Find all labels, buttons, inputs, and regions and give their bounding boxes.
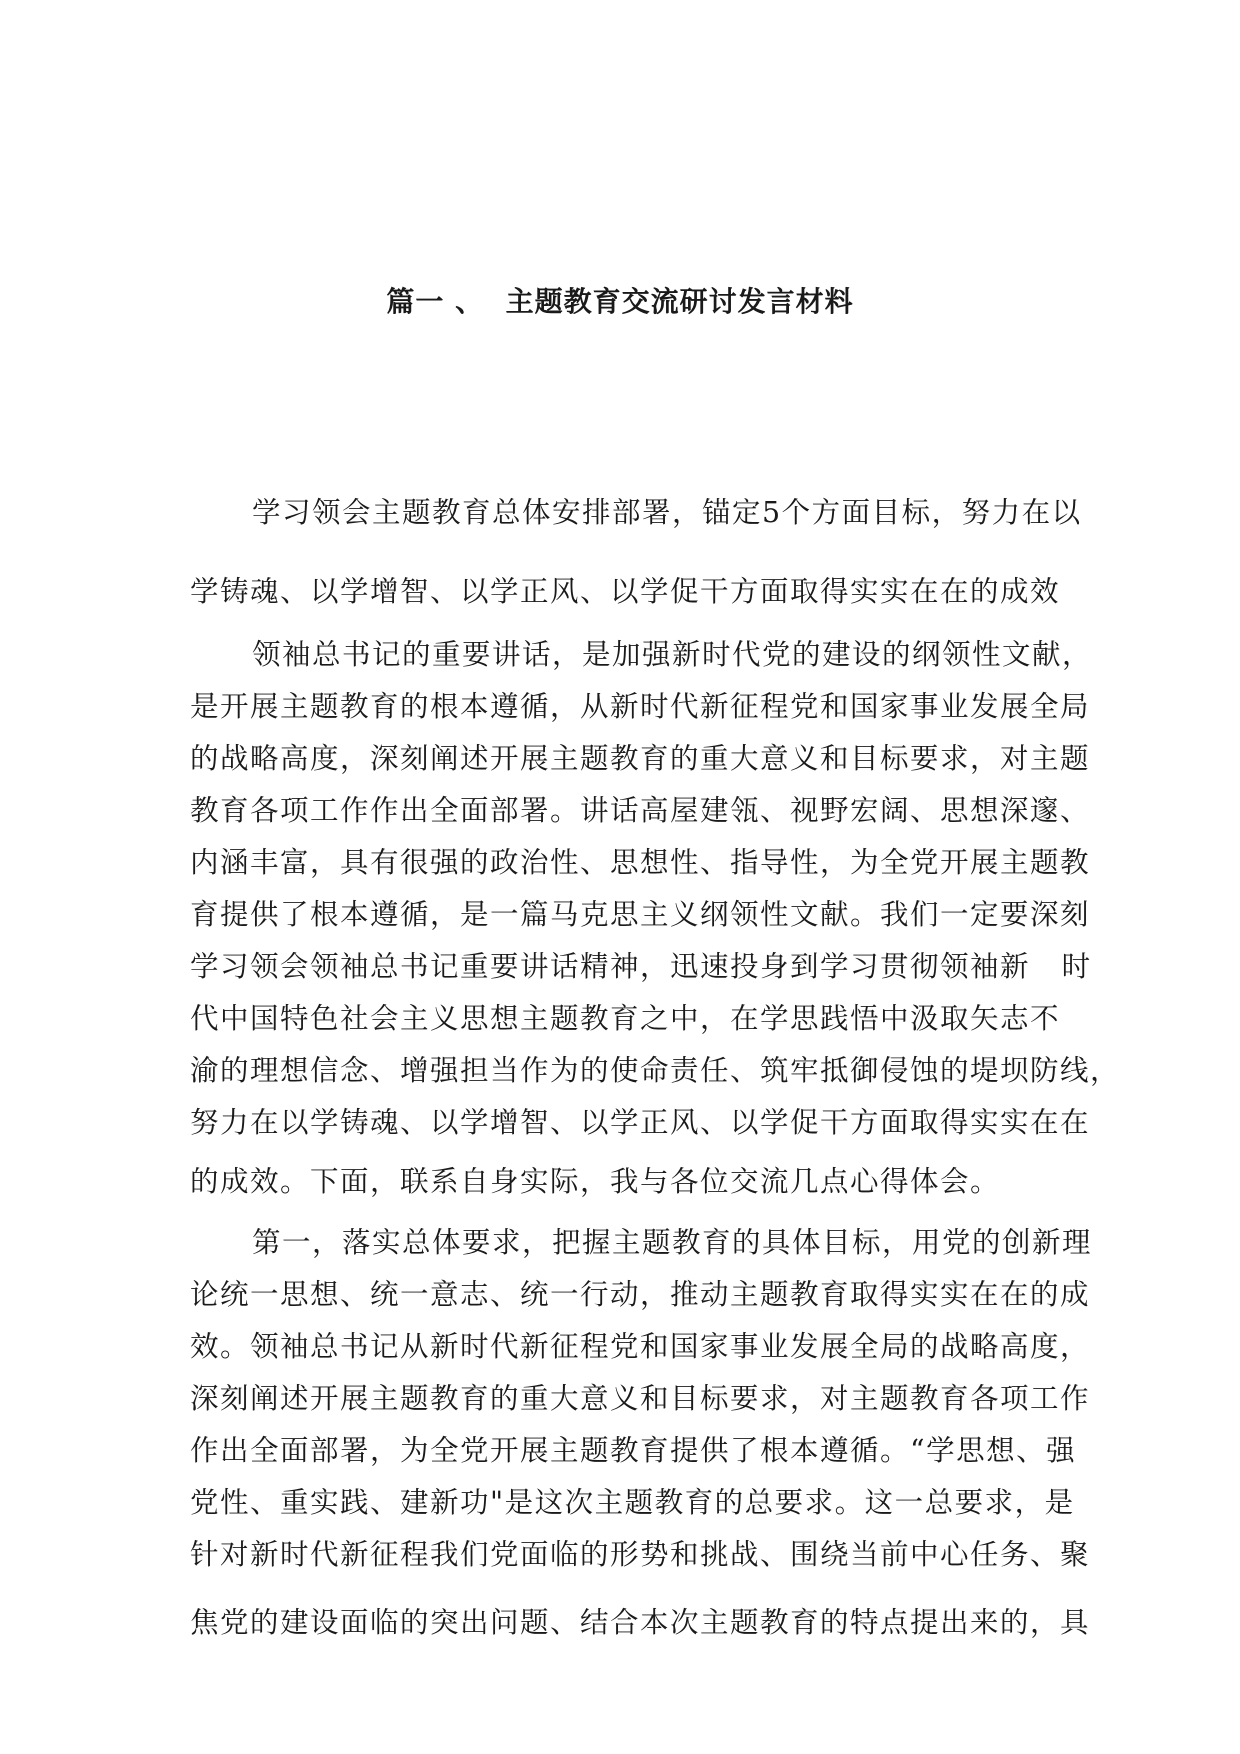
- text-line: 的战略高度，深刻阐述开展主题教育的重大意义和目标要求，对主题: [190, 742, 1091, 775]
- text-line: 党性、重实践、建新功"是这次主题教育的总要求。这一总要求，是: [190, 1486, 1075, 1519]
- text-line: 深刻阐述开展主题教育的重大意义和目标要求，对主题教育各项工作: [190, 1382, 1091, 1415]
- text-line: 第一，落实总体要求，把握主题教育的具体目标，用党的创新理: [252, 1226, 1093, 1259]
- text-line: 学铸魂、以学增智、以学正风、以学促干方面取得实实在在的成效: [190, 575, 1061, 608]
- text-line: 育提供了根本遵循，是一篇马克思主义纲领性文献。我们一定要深刻: [190, 898, 1091, 931]
- text-line: 是开展主题教育的根本遵循，从新时代新征程党和国家事业发展全局: [190, 690, 1091, 723]
- text-line: 作出全面部署，为全党开展主题教育提供了根本遵循。“学思想、强: [190, 1434, 1077, 1467]
- text-line: 教育各项工作作出全面部署。讲话高屋建瓴、视野宏阔、思想深邃、: [190, 794, 1091, 827]
- text-line: 论统一思想、统一意志、统一行动，推动主题教育取得实实在在的成: [190, 1278, 1091, 1311]
- text-line: 内涵丰富，具有很强的政治性、思想性、指导性，为全党开展主题教: [190, 846, 1091, 879]
- text-line: 努力在以学铸魂、以学增智、以学正风、以学促干方面取得实实在在: [190, 1106, 1091, 1139]
- text-line: 领袖总书记的重要讲话，是加强新时代党的建设的纲领性文献，: [252, 638, 1093, 671]
- document-title: 篇一 、 主题教育交流研讨发言材料: [386, 285, 854, 318]
- text-line: 渝的理想信念、增强担当作为的使命责任、筑牢抵御侵蚀的堤坝防线，: [190, 1054, 1121, 1087]
- text-line: 代中国特色社会主义思想主题教育之中，在学思践悟中汲取矢志不: [190, 1002, 1061, 1035]
- text-line: 学习领会主题教育总体安排部署，锚定5个方面目标，努力在以: [252, 496, 1082, 529]
- text-line: 焦党的建设面临的突出问题、结合本次主题教育的特点提出来的，具: [190, 1606, 1091, 1639]
- text-line: 效。领袖总书记从新时代新征程党和国家事业发展全局的战略高度，: [190, 1330, 1091, 1363]
- text-line: 针对新时代新征程我们党面临的形势和挑战、围绕当前中心任务、聚: [190, 1538, 1091, 1571]
- text-line: 的成效。下面，联系自身实际，我与各位交流几点心得体会。: [190, 1165, 1001, 1198]
- text-line: 学习领会领袖总书记重要讲话精神，迅速投身到学习贯彻领袖新 时: [190, 950, 1092, 983]
